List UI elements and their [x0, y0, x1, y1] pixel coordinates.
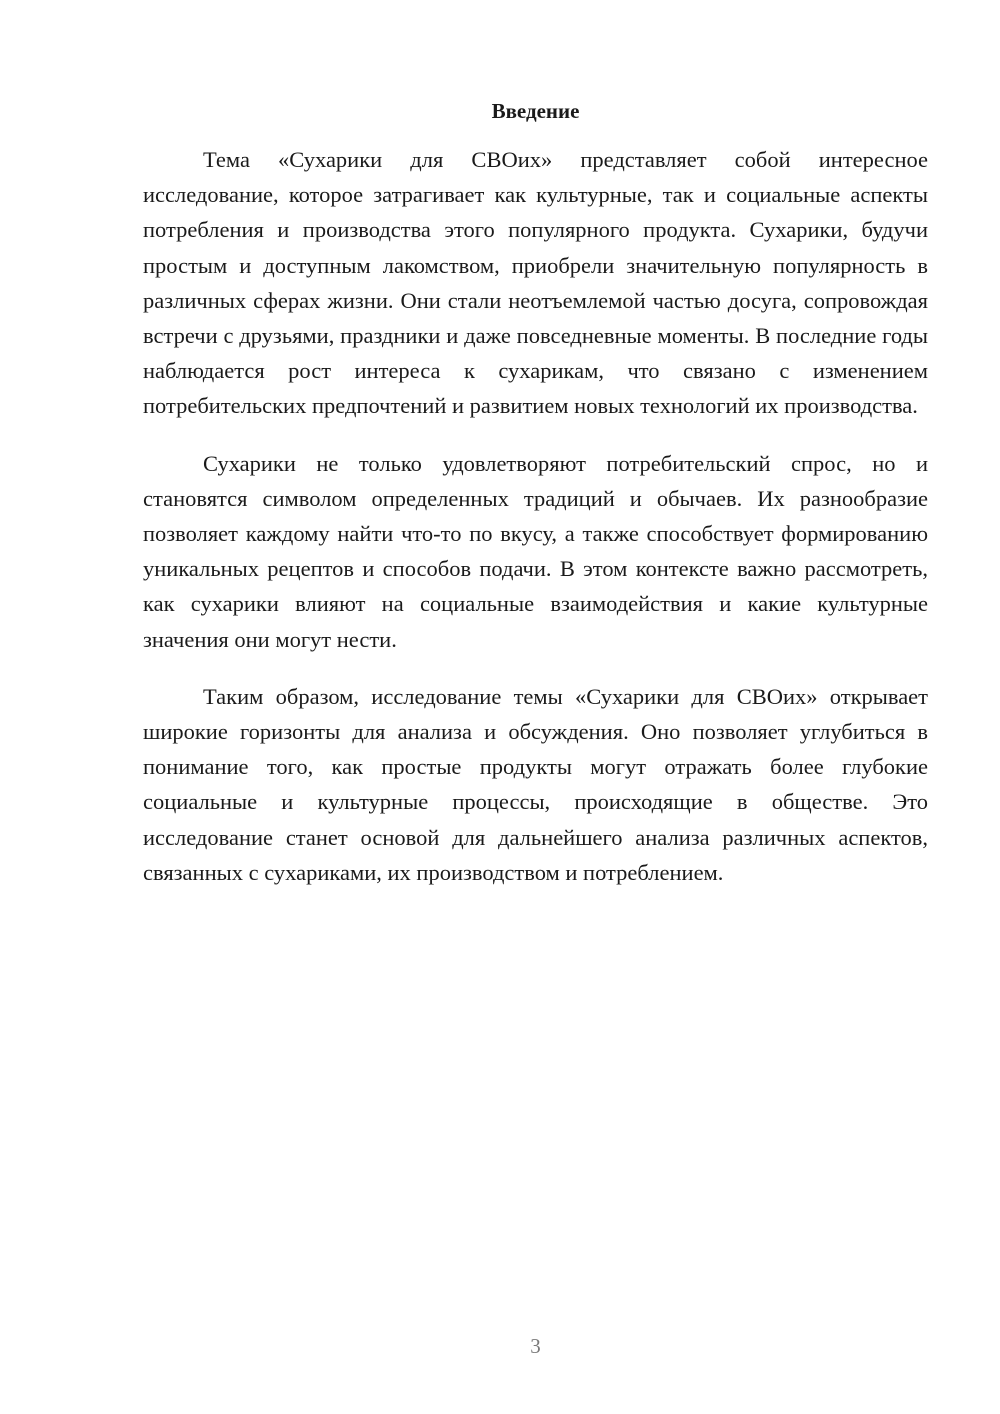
paragraph-2: Сухарики не только удовлетворяют потребительский спрос, но и становятся символом определенных традиций и обычаев. Их разнообразие позволяет каждому найти что-то по вкусу, а также способствует формированию уникальных рецептов и способов подачи. В этом контексте важно рассмотреть, как сухарики влияют на социальные взаимодействия и какие культурные значения они могут нести. — [143, 450, 928, 652]
paragraph-3: Таким образом, исследование темы «Сухарики для СВОих» открывает широкие горизонты для анализа и обсуждения. Оно позволяет углубиться в понимание того, как простые продукты могут отражать более глубокие социальные и культурные процессы, происходящие в обществе. Это исследование станет основой для дальнейшего анализа различных аспектов, связанных с сухариками, их производством и потреблением. — [143, 683, 928, 885]
body-text — [143, 142, 928, 912]
paragraph-1: Тема «Сухарики для СВОих» представляет собой интересное исследование, которое затрагивает как культурные, так и социальные аспекты потребления и производства этого популярного продукта. Сухарики, будучи простым и доступным лакомством, приобрели значительную популярность в различных сферах жизни. Они стали неотъемлемой частью досуга, сопровождая встречи с друзьями, праздники и даже повседневные моменты. В последние годы наблюдается рост интереса к сухарикам, что связано с изменением потребительских предпочтений и развитием новых технологий их производства. — [143, 147, 928, 419]
page-number: 3 — [530, 1334, 541, 1358]
section-heading: Введение — [491, 99, 580, 123]
